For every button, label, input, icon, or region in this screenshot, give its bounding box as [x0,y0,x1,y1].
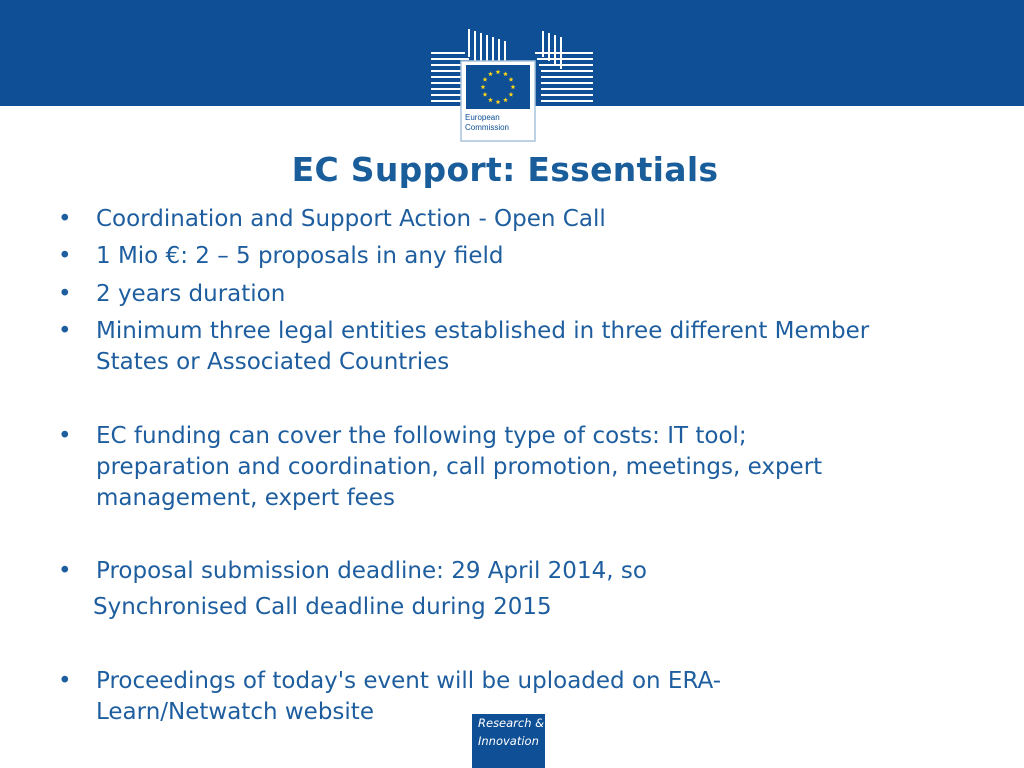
logo-text-line2: Commission [465,123,510,132]
bullet-text-line: Synchronised Call deadline during 2015 [93,594,552,620]
bullet-text-line: preparation and coordination, call promotion, meetings, expert [96,454,823,480]
bullet-marker: • [58,668,72,694]
bullet-marker: • [58,423,72,449]
bullet-text-line: Learn/Netwatch website [96,699,374,725]
slide-title: EC Support: Essentials [291,150,719,189]
bullet-item [58,241,976,272]
bullet-text-line: Minimum three legal entities established in three different Member [96,318,870,344]
bullet-marker: • [58,243,72,269]
bullet-item [58,316,976,378]
bullet-text-line: Proceedings of today's event will be uploaded on ERA- [96,668,722,694]
bullet-text-line: 1 Mio €: 2 – 5 proposals in any field [96,243,504,269]
bullet-item [58,204,976,235]
badge-line1: Research & [478,716,545,730]
bullet-text-line: Proposal submission deadline: 29 April 2014, so [96,558,647,584]
bullet-item [58,279,976,310]
bullet-marker: • [58,318,72,344]
research-innovation-badge [472,714,545,768]
bullet-item [58,421,976,514]
bullet-text-line: Coordination and Support Action - Open Call [96,206,606,232]
bullet-text-line: EC funding can cover the following type of costs: IT tool; [96,423,747,449]
bullet-text-line: States or Associated Countries [96,349,450,375]
bullet-marker: • [58,206,72,232]
bullet-text-line: 2 years duration [96,281,286,307]
logo-text-line1: European [465,113,500,122]
bullet-item [93,592,973,623]
bullet-item [58,556,976,587]
bullet-text-line: management, expert fees [96,485,395,511]
badge-line2: Innovation [478,734,539,748]
bullet-marker: • [58,281,72,307]
bullet-marker: • [58,558,72,584]
